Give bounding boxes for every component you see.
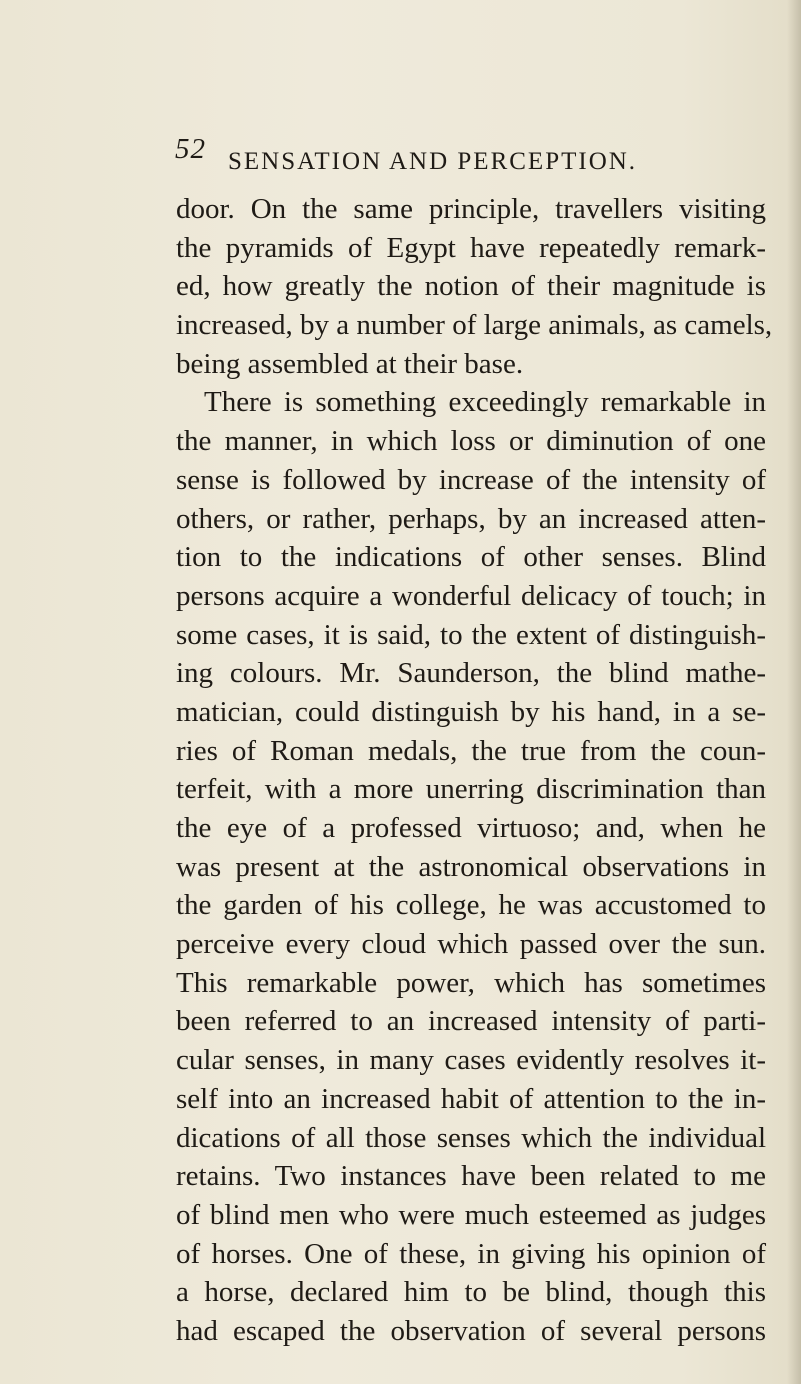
text-line: matician, could distinguish by his hand, in a se- bbox=[176, 695, 766, 728]
text-line: was present at the astronomical observations in bbox=[176, 850, 766, 883]
text-line: This remarkable power, which has sometimes bbox=[176, 966, 766, 999]
text-line: terfeit, with a more unerring discrimination than bbox=[176, 773, 766, 806]
text-line: been referred to an increased intensity of parti- bbox=[176, 1005, 766, 1038]
text-line: had escaped the observation of several persons bbox=[176, 1314, 766, 1347]
text-line: a horse, declared him to be blind, though this bbox=[176, 1276, 766, 1309]
text-line: tion to the indications of other senses. Blind bbox=[176, 541, 766, 574]
text-line: increased, by a number of large animals, as camels, bbox=[176, 309, 773, 342]
text-line: the pyramids of Egypt have repeatedly remark- bbox=[176, 231, 766, 264]
text-line: cular senses, in many cases evidently resolves it- bbox=[176, 1044, 766, 1077]
text-line: others, or rather, perhaps, by an increased atten- bbox=[176, 502, 766, 535]
text-line: retains. Two instances have been related to me bbox=[176, 1160, 766, 1193]
text-line: ing colours. Mr. Saunderson, the blind mathe- bbox=[176, 657, 766, 690]
running-head: SENSATION AND PERCEPTION. bbox=[228, 148, 638, 175]
text-line: ed, how greatly the notion of their magnitude is bbox=[176, 270, 766, 303]
text-line: self into an increased habit of attention to the in- bbox=[176, 1082, 766, 1115]
text-line: door. On the same principle, travellers visiting bbox=[176, 193, 766, 225]
page-number: 52 bbox=[175, 133, 206, 165]
text-line: the garden of his college, he was accustomed to bbox=[176, 889, 766, 922]
text-line: dications of all those senses which the individual bbox=[176, 1121, 766, 1154]
page-edge-shadow bbox=[787, 0, 801, 1384]
text-line: being assembled at their base. bbox=[176, 347, 524, 380]
text-line: the manner, in which loss or diminution of one bbox=[176, 425, 766, 458]
paragraph-first-line: There is something exceedingly remarkable in bbox=[204, 386, 766, 419]
text-line: ries of Roman medals, the true from the coun- bbox=[176, 734, 766, 767]
text-line: persons acquire a wonderful delicacy of touch; in bbox=[176, 579, 766, 612]
text-line: of blind men who were much esteemed as judges bbox=[176, 1198, 766, 1231]
text-line: the eye of a professed virtuoso; and, when he bbox=[176, 812, 766, 844]
body-text bbox=[176, 190, 773, 1351]
text-line: some cases, it is said, to the extent of distinguish- bbox=[176, 618, 766, 651]
text-line: sense is followed by increase of the intensity of bbox=[176, 463, 766, 496]
text-line: of horses. One of these, in giving his opinion of bbox=[176, 1237, 766, 1270]
text-line: perceive every cloud which passed over the sun. bbox=[176, 928, 766, 961]
